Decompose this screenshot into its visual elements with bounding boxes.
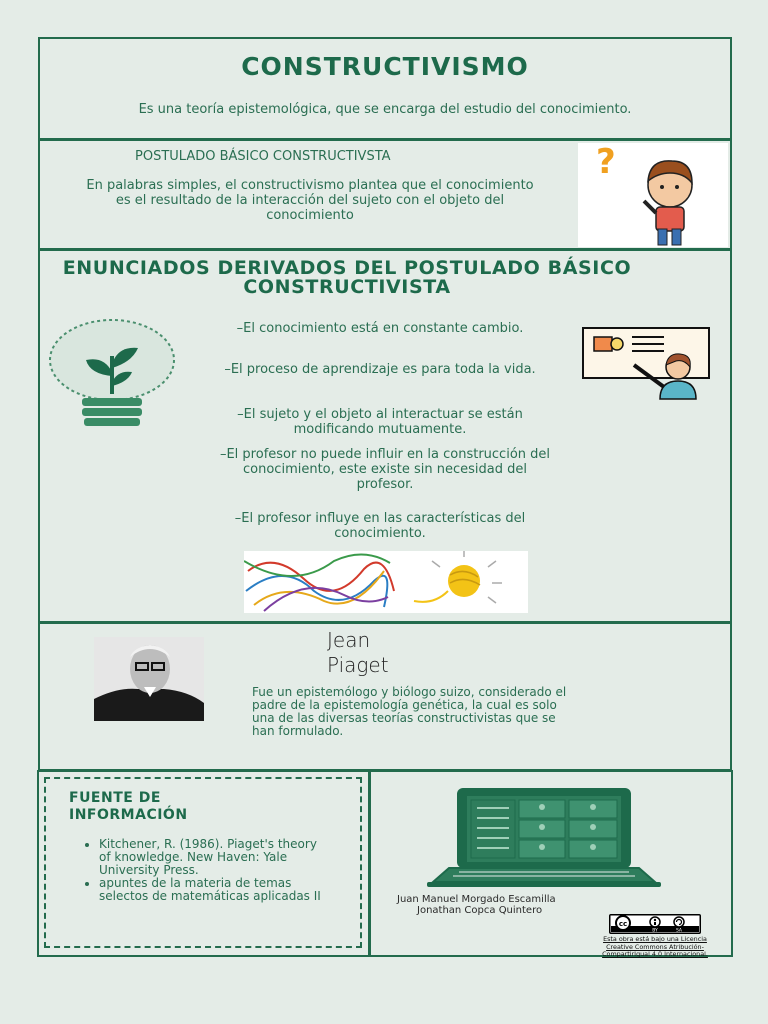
enunciados-title: ENUNCIADOS DERIVADOS DEL POSTULADO BÁSICO CONSTRUCTIVISTA	[62, 257, 632, 298]
license-link[interactable]: Esta obra está bajo una Licencia Creative Commons Atribución-CompartirIgual 4.0 Internacional.	[602, 935, 708, 958]
fuente-item: • Kitchener, R. (1986). Piaget's theory of knowledge. New Haven: Yale University Press.	[99, 838, 329, 877]
postulado-text: En palabras simples, el constructivismo plantea que el conocimiento es el resultado de la interacción del sujeto con el objeto del conocimiento	[86, 178, 534, 223]
thinking-child-illustration	[578, 143, 728, 247]
enunciado-item: –El conocimiento está en constante cambio.	[236, 321, 524, 336]
enunciado-item: –El profesor influye en las características del conocimiento.	[234, 511, 526, 541]
credits-section	[369, 770, 733, 957]
piaget-description: Fue un epistemólogo y biólogo suizo, considerado el padre de la epistemología genética, la cual es solo una de las diversas teorías constructivistas que se han formulado.	[252, 685, 567, 738]
author-name: Juan Manuel Morgado Escamilla	[397, 894, 556, 905]
postulado-heading: POSTULADO BÁSICO CONSTRUCTIVSTA	[135, 149, 391, 164]
piaget-section	[38, 622, 732, 771]
fuente-heading-line: INFORMACIÓN	[69, 807, 188, 823]
sa-label: SA	[675, 928, 683, 934]
fuente-heading	[69, 790, 188, 824]
enunciado-item: –El sujeto y el objeto al interactuar se están modificando mutuamente.	[237, 407, 523, 437]
postulado-section	[38, 139, 732, 250]
laptop-video-call-icon	[419, 786, 669, 889]
teacher-whiteboard-icon	[580, 325, 716, 401]
enunciados-section	[38, 249, 732, 623]
fuente-section	[37, 770, 370, 957]
fuente-item: • apuntes de la materia de temas selectos de matemáticas aplicadas II	[99, 877, 329, 903]
page-title: CONSTRUCTIVISMO	[241, 52, 529, 81]
lightbulb-plant-icon	[46, 316, 178, 434]
author-name: Jonathan Copca Quintero	[417, 905, 543, 916]
enunciado-item: –El profesor no puede influir en la construcción del conocimiento, este existe sin necesidad del profesor.	[219, 447, 551, 492]
fuente-list	[67, 838, 329, 903]
piaget-name	[327, 628, 389, 678]
piaget-name-last: Piaget	[327, 653, 389, 677]
piaget-photo	[94, 637, 204, 721]
svg-text:?: ?	[596, 143, 616, 182]
definition-text: Es una teoría epistemológica, que se encarga del estudio del conocimiento.	[138, 102, 632, 117]
tangled-yarn-to-ball-image	[244, 551, 528, 613]
piaget-name-first: Jean	[327, 628, 371, 652]
by-label: BY	[652, 928, 658, 934]
fuente-heading-line: FUENTE DE	[69, 790, 161, 806]
cc-icon: cc	[618, 920, 628, 928]
creative-commons-badge[interactable]	[609, 914, 701, 934]
title-section	[38, 37, 732, 140]
enunciado-item: –El proceso de aprendizaje es para toda la vida.	[224, 362, 536, 377]
